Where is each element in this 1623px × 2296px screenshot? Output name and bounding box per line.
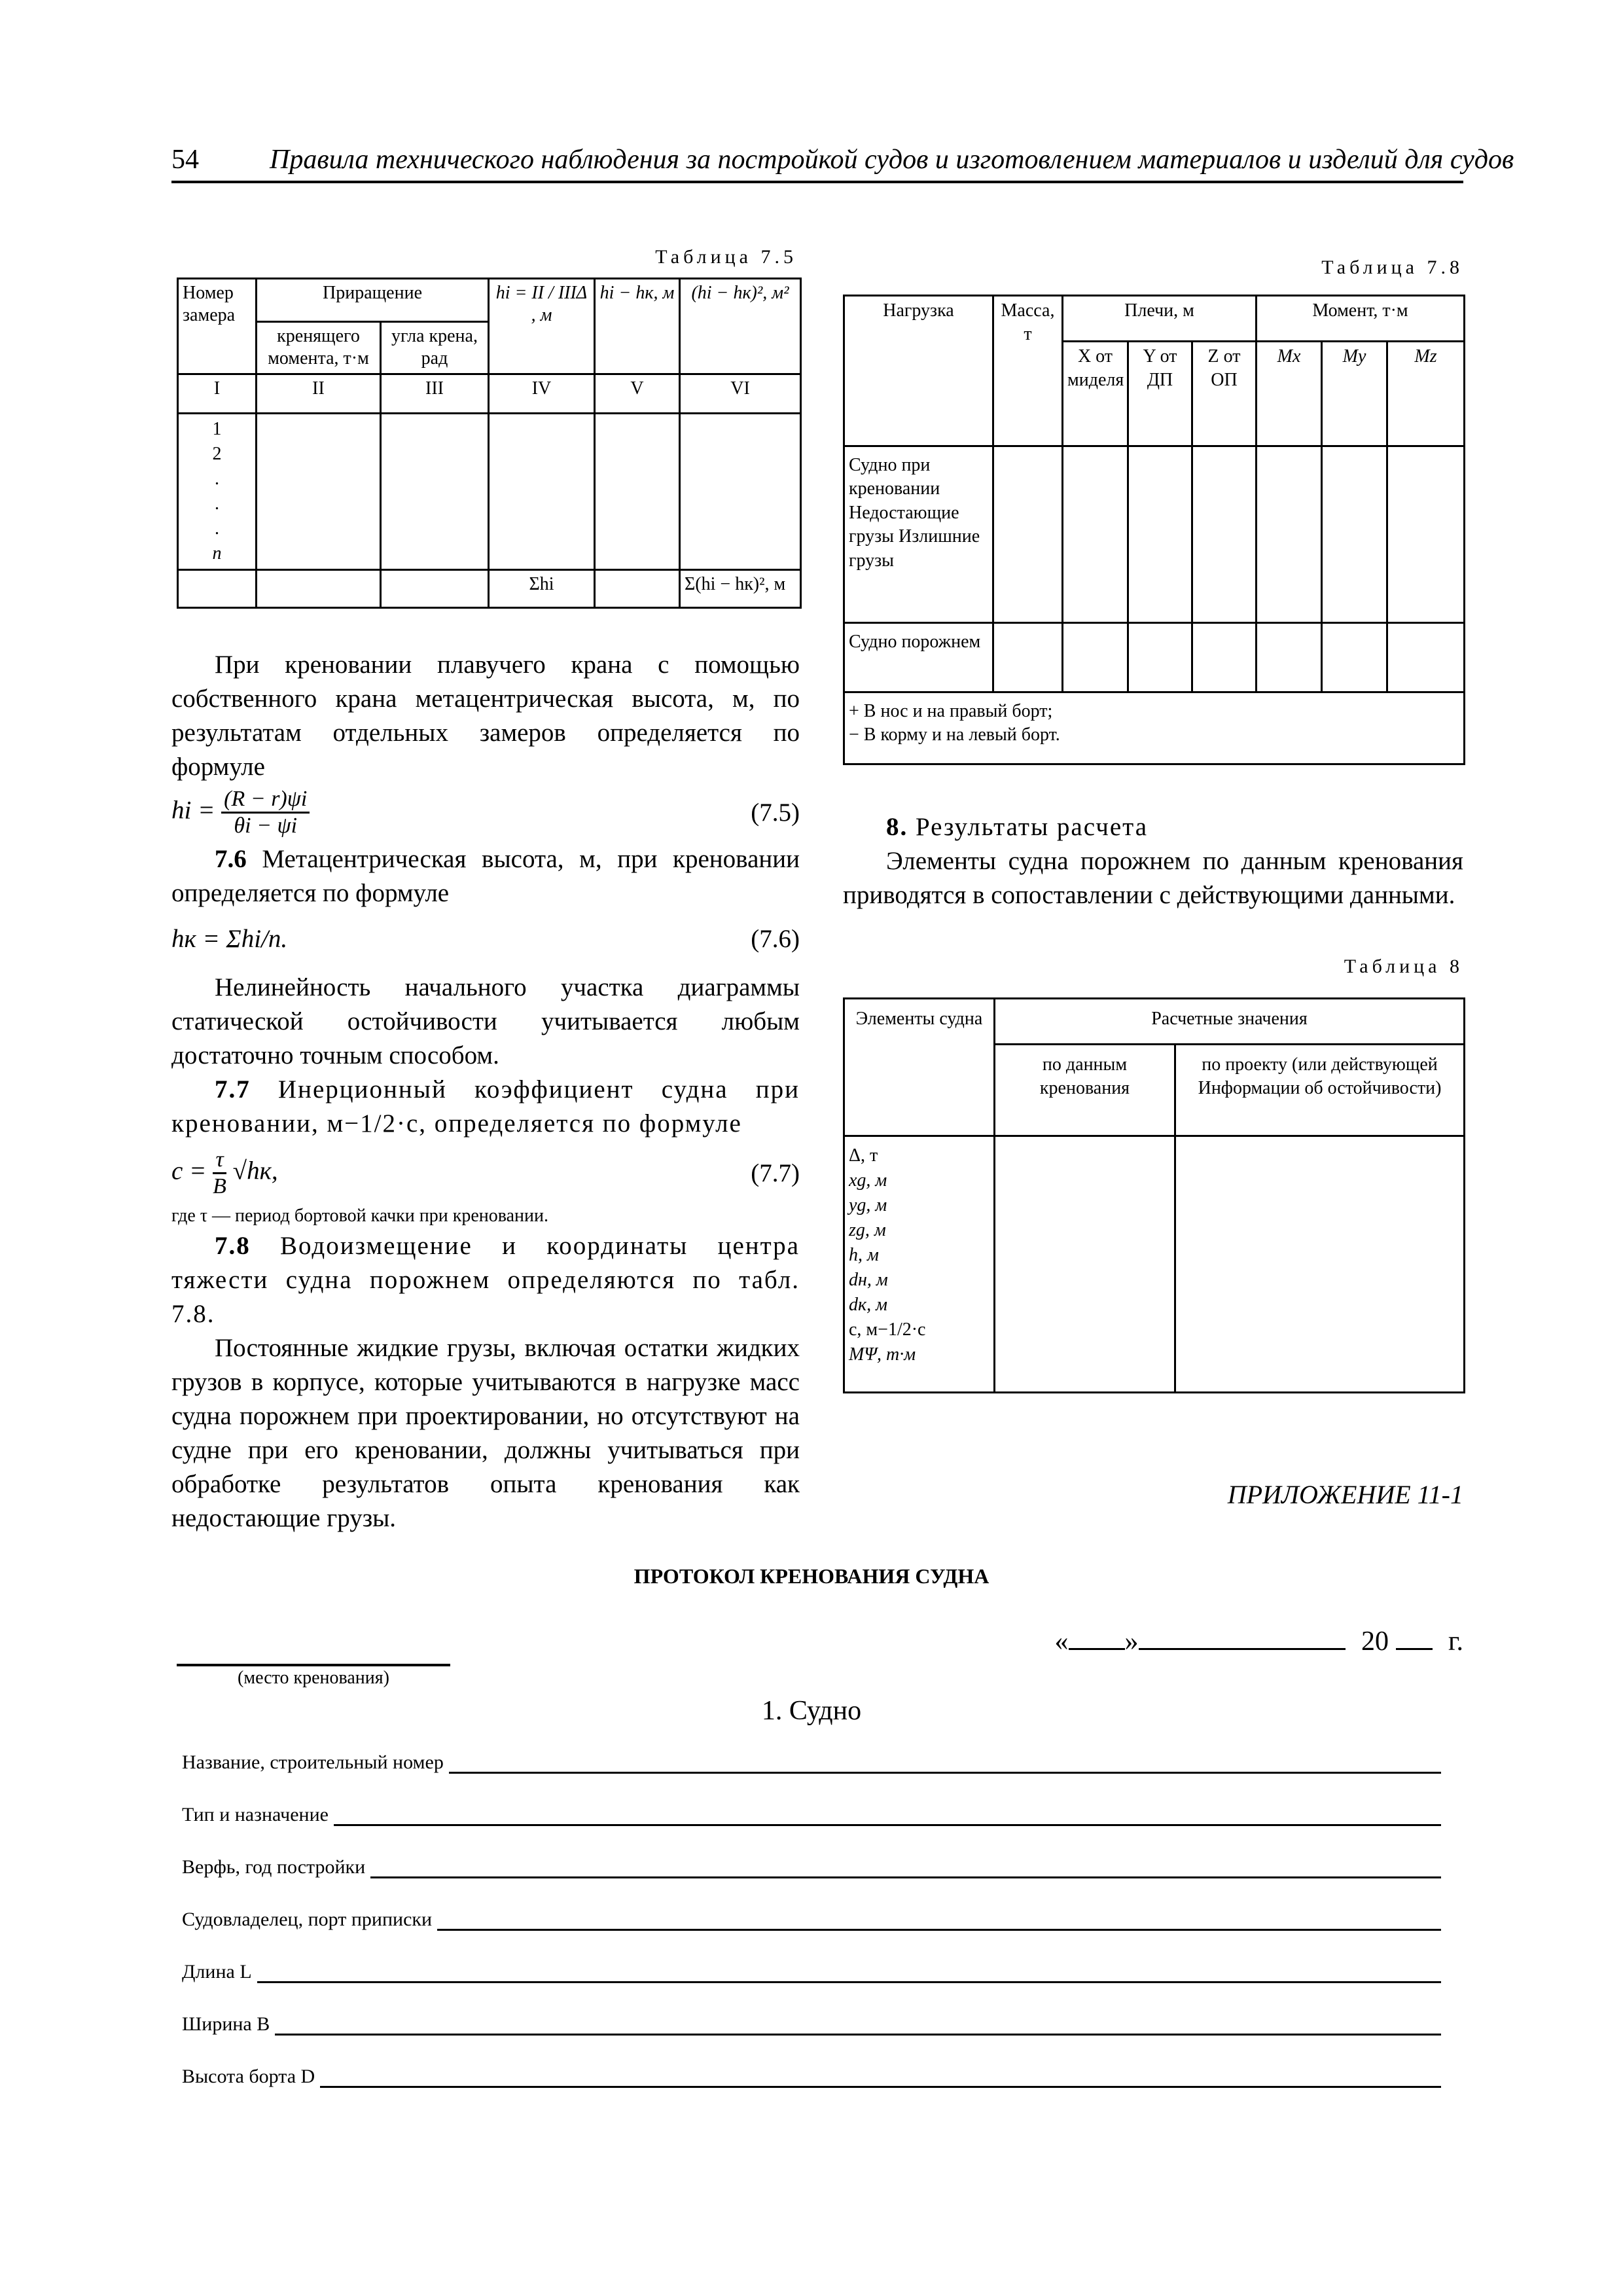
year-suffix: г. xyxy=(1448,1626,1463,1657)
header-hi-minus-hk: hi − hк, м xyxy=(595,279,680,374)
year-blank[interactable] xyxy=(1396,1624,1433,1650)
roman-5: V xyxy=(595,374,680,414)
header-plechi: Плечи, м xyxy=(1063,296,1257,342)
table-notes xyxy=(844,692,1465,764)
paragraph: Элементы судна порожнем по данным кренования приводятся в сопоставлении с действующими данными. xyxy=(843,847,1463,909)
paragraph: Постоянные жидкие грузы, включая остатки жидких грузов в корпусе, которые учитываются в нагрузке масс судна порожнем при проектировании, но отсутствуют на судне при его креновании, должны учитываться при обработке результатов опыта кренования как недостающие грузы. xyxy=(171,1334,800,1532)
element-item: dн, м xyxy=(849,1270,888,1290)
header-elementy: Элементы судна xyxy=(844,999,995,1136)
place-label: (место кренования) xyxy=(238,1668,389,1688)
table-cell xyxy=(1257,446,1322,623)
field-line[interactable] xyxy=(449,1752,1441,1774)
header-moment: Момент, т·м xyxy=(1257,296,1465,342)
year-prefix: 20 xyxy=(1361,1626,1389,1657)
formula-7-6 xyxy=(171,922,800,956)
field-line[interactable] xyxy=(320,2066,1441,2088)
field-length xyxy=(182,1961,1441,1983)
table-cell xyxy=(680,414,801,570)
table-7-8 xyxy=(843,295,1465,765)
where-note: где τ — период бортовой качки при креновании. xyxy=(171,1206,548,1226)
fraction xyxy=(221,787,310,838)
formula-rhs: √hк, xyxy=(232,1157,278,1185)
section-number: 7.7 xyxy=(215,1075,251,1103)
section-8 xyxy=(843,810,1463,912)
table-cell xyxy=(1192,623,1257,692)
field-owner xyxy=(182,1909,1441,1931)
table-cell xyxy=(1322,623,1387,692)
element-item: с, м−1/2·с xyxy=(849,1319,926,1340)
field-label: Судовладелец, порт приписки xyxy=(182,1909,433,1930)
formula-7-7 xyxy=(171,1147,800,1199)
field-line[interactable] xyxy=(437,1909,1441,1931)
paragraph: Инерционный коэффициент судна при креновании, м−1/2·с, определяется по формуле xyxy=(171,1075,800,1138)
table-cell xyxy=(178,570,257,608)
table-cell xyxy=(1175,1136,1465,1393)
paragraph: Водоизмещение и координаты центра тяжести судна порожнем определяются по табл. 7.8. xyxy=(171,1232,800,1328)
table-cell xyxy=(489,414,595,570)
field-name xyxy=(182,1751,1441,1774)
paragraph: Метацентрическая высота, м, при креновании определяется по формуле xyxy=(171,845,800,907)
roman-6: VI xyxy=(680,374,801,414)
table-cell xyxy=(1063,446,1128,623)
table-cell xyxy=(595,570,680,608)
formula-number: (7.6) xyxy=(751,925,800,953)
field-line[interactable] xyxy=(334,1804,1441,1826)
note: − В корму и на левый борт. xyxy=(849,725,1060,745)
header-po-dannym: по данным кренования xyxy=(995,1045,1175,1136)
section-title: Результаты расчета xyxy=(916,813,1149,841)
header-ugla: угла крена, рад xyxy=(381,322,489,374)
header-raschetnye: Расчетные значения xyxy=(995,999,1465,1045)
header-rule xyxy=(171,181,1463,183)
table-cell xyxy=(1063,623,1128,692)
month-blank[interactable] xyxy=(1139,1624,1346,1650)
table-cell xyxy=(1128,623,1192,692)
denominator: B xyxy=(213,1174,226,1198)
page-number: 54 xyxy=(171,145,199,175)
field-line[interactable] xyxy=(370,1857,1441,1878)
header-nomer: Номер замера xyxy=(178,279,257,374)
field-type xyxy=(182,1804,1441,1826)
element-item: xg, м xyxy=(849,1170,887,1191)
sum-squared: Σ(hi − hк)², м xyxy=(680,570,801,608)
paragraph: Нелинейность начального участка диаграммы статической остойчивости учитывается любым достаточно точным способом. xyxy=(171,973,800,1069)
appendix-label: ПРИЛОЖЕНИЕ 11-1 xyxy=(1227,1480,1463,1509)
quote-open: « xyxy=(1054,1626,1069,1657)
row-dot: . xyxy=(215,493,219,514)
numerator: (R − r)ψi xyxy=(221,787,310,814)
table-cell xyxy=(257,414,381,570)
element-item: MΨ, т·м xyxy=(849,1344,916,1365)
header-hi-formula: hi = II / IIIΔ , м xyxy=(489,279,595,374)
header-x: X от миделя xyxy=(1063,342,1128,446)
header-krenyashchego: кренящего момента, т·м xyxy=(257,322,381,374)
date-line xyxy=(1055,1624,1464,1657)
table-7-8-caption: Таблица 7.8 xyxy=(1321,257,1463,278)
table-cell xyxy=(1387,623,1465,692)
table-cell xyxy=(993,446,1063,623)
table-cell xyxy=(1387,446,1465,623)
header-my: My xyxy=(1322,342,1387,446)
note: + В нос и на правый борт; xyxy=(849,701,1053,721)
elements-list xyxy=(844,1136,995,1393)
row-dot: . xyxy=(215,518,219,539)
field-label: Длина L xyxy=(182,1961,252,1982)
formula-lhs: hi = xyxy=(171,796,215,825)
element-item: dк, м xyxy=(849,1295,887,1315)
day-blank[interactable] xyxy=(1069,1624,1125,1650)
field-label: Ширина B xyxy=(182,2013,270,2035)
row-number: 2 xyxy=(212,444,222,464)
header-y: Y от ДП xyxy=(1128,342,1192,446)
table-cell xyxy=(595,414,680,570)
table-cell xyxy=(1322,446,1387,623)
formula-number: (7.5) xyxy=(751,798,800,827)
table-8-caption: Таблица 8 xyxy=(1344,956,1463,977)
roman-4: IV xyxy=(489,374,595,414)
field-label: Название, строительный номер xyxy=(182,1751,444,1773)
table-cell xyxy=(993,623,1063,692)
running-title: Правила технического наблюдения за постройкой судов и изготовлением материалов и изделий для судов xyxy=(270,145,1514,175)
fraction xyxy=(213,1147,226,1199)
table-cell xyxy=(381,570,489,608)
field-width xyxy=(182,2013,1441,2036)
place-line[interactable] xyxy=(177,1664,450,1666)
header-z: Z от ОП xyxy=(1192,342,1257,446)
table-cell xyxy=(381,414,489,570)
field-shipyard xyxy=(182,1856,1441,1878)
denominator: θi − ψi xyxy=(234,814,298,838)
formula-lhs: c = xyxy=(171,1157,207,1185)
row-label: Судно при креновании Недостающие грузы Излишние грузы xyxy=(844,446,993,623)
header-mx: Mx xyxy=(1257,342,1322,446)
field-label: Верфь, год постройки xyxy=(182,1856,366,1878)
formula-text: hк = Σhi/n. xyxy=(171,925,288,953)
table-cell xyxy=(1192,446,1257,623)
roman-1: I xyxy=(178,374,257,414)
field-line[interactable] xyxy=(257,1962,1441,1983)
protocol-title: ПРОТОКОЛ КРЕНОВАНИЯ СУДНА xyxy=(633,1564,990,1588)
element-item: h, м xyxy=(849,1245,879,1265)
paragraph: При креновании плавучего крана с помощью собственного крана метацентрическая высота, м, по результатам отдельных замеров определяется по формуле xyxy=(171,651,800,781)
row-number: 1 xyxy=(212,419,222,439)
header-squared: (hi − hк)², м² xyxy=(680,279,801,374)
header-po-proektu: по проекту (или действующей Информации об остойчивости) xyxy=(1175,1045,1465,1136)
section-1-title: 1. Судно xyxy=(761,1696,862,1726)
row-label: Судно порожнем xyxy=(844,623,993,692)
element-item: Δ, т xyxy=(849,1145,878,1166)
table-cell xyxy=(1128,446,1192,623)
row-numbers xyxy=(178,414,257,570)
header-prirashchenie: Приращение xyxy=(257,279,489,322)
table-cell xyxy=(995,1136,1175,1393)
roman-3: III xyxy=(381,374,489,414)
table-8 xyxy=(843,997,1465,1393)
header-massa: Масса, т xyxy=(993,296,1063,446)
field-depth xyxy=(182,2066,1441,2088)
row-dot: . xyxy=(215,469,219,489)
table-cell xyxy=(257,570,381,608)
numerator: τ xyxy=(213,1147,226,1174)
sum-hi: Σhi xyxy=(489,570,595,608)
table-7-5-caption: Таблица 7.5 xyxy=(655,246,797,268)
formula-number: (7.7) xyxy=(751,1158,800,1187)
row-number: n xyxy=(212,543,222,564)
roman-2: II xyxy=(257,374,381,414)
table-cell xyxy=(1257,623,1322,692)
field-label: Высота борта D xyxy=(182,2066,315,2087)
section-number: 7.8 xyxy=(215,1232,251,1260)
left-column xyxy=(171,648,800,1535)
header-nagruzka: Нагрузка xyxy=(844,296,993,446)
section-number: 7.6 xyxy=(215,845,247,873)
header-mz: Mz xyxy=(1387,342,1465,446)
formula-7-5 xyxy=(171,787,800,838)
quote-close: » xyxy=(1124,1626,1139,1657)
field-label: Тип и назначение xyxy=(182,1804,329,1825)
element-item: zg, м xyxy=(849,1220,886,1240)
section-number: 8. xyxy=(886,813,908,841)
element-item: yg, м xyxy=(849,1195,887,1215)
field-line[interactable] xyxy=(275,2014,1441,2036)
table-7-5 xyxy=(177,278,802,609)
